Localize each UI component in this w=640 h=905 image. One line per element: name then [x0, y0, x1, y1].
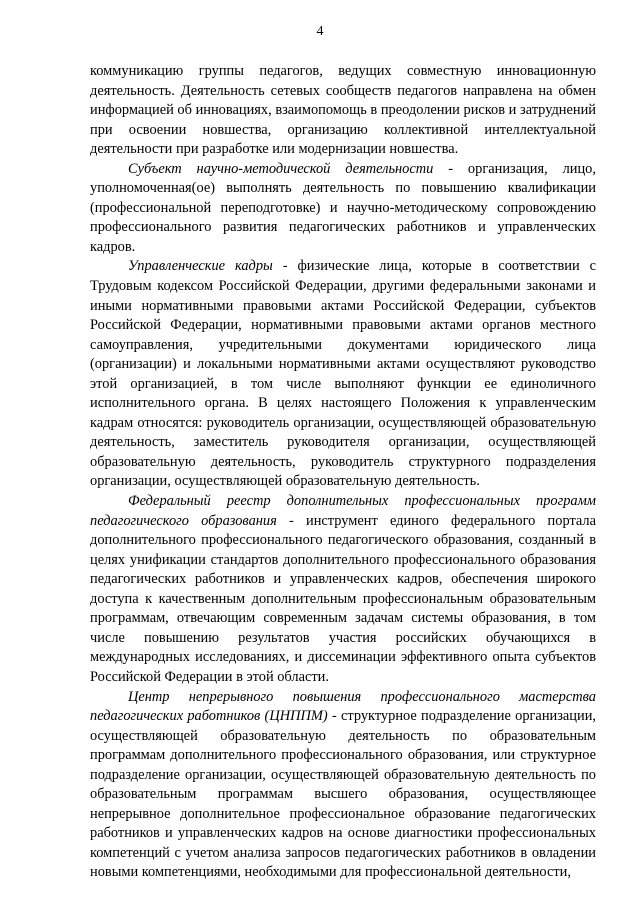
page-number: 4: [316, 24, 324, 39]
paragraph-text: - физические лица, которые в соответствии с Трудовым кодексом Российской Федерации, другими федеральными законами и иными нормативными правовыми актами Российской Федерации, субъектов Российской Федерации, нормативными правовыми актами органов местного самоуправления, учредительными документами юридического лица (организации) и локальными нормативными актами осуществляют руководство этой организацией, в том числе выполняют функции ее единоличного исполнительного органа. В целях настоящего Положения к управленческим кадрам относятся: руководитель организации, осуществляющей образовательную деятельность, заместитель руководителя организации, осуществляющей образовательную деятельность, руководитель структурного подразделения организации, осуществляющей образовательную деятельность.: [90, 258, 596, 490]
paragraph-scientific-methodical-subject: [90, 160, 596, 258]
paragraph-management-personnel: [90, 257, 596, 492]
paragraph-cnppm-center: [90, 688, 596, 883]
defined-term: Федеральный реестр дополнительных профессиональных программ педагогического образования: [90, 493, 596, 529]
paragraph-text: - организация, лицо, уполномоченная(ое) выполнять деятельность по повышению квалификации (профессиональной переподготовке) и научно-методическому сопровождению профессионального развития педагогических работников и управленческих кадров.: [90, 160, 596, 255]
defined-term: Управленческие кадры: [128, 258, 273, 275]
paragraph-text: - инструмент единого федерального портала дополнительного профессионального педагогического образования, созданный в целях унификации стандартов дополнительного профессионального образования педагогических работников и управленческих кадров, обеспечения широкого доступа к качественным дополнительным профессиональным образовательным программам, отвечающим современным задачам системы образования, в том числе повышению результатов участия российских обучающихся в международных исследованиях, и диссеминации эффективного опыта субъектов Российской Федерации в этой области.: [90, 512, 596, 685]
defined-term: Субъект научно-методической деятельности: [128, 160, 434, 177]
paragraph-text: коммуникацию группы педагогов, ведущих совместную инновационную деятельность. Деятельность сетевых сообществ педагогов направлена на обмен информацией об инновациях, взаимопомощь в преодолении рисков и затруднений при освоении новшества, организацию коллективной интеллектуальной деятельности при разработке или модернизации новшества.: [90, 63, 596, 158]
paragraph-network-communities: [90, 62, 596, 160]
paragraph-federal-registry: [90, 492, 596, 687]
defined-term: Центр непрерывного повышения профессионального мастерства педагогических работников (ЦНППМ): [90, 688, 596, 725]
page-body: [90, 62, 596, 883]
paragraph-text: - структурное подразделение организации, осуществляющей образовательную деятельность по образовательным программам дополнительного профессионального образования, или структурное подразделение организации, осуществляющей образовательную деятельность по образовательным программам высшего образования, осуществляющее непрерывное дополнительное профессиональное образование педагогических работников и управленческих кадров на основе диагностики профессиональных компетенций с учетом анализа запросов педагогических работников в овладении новыми компетенциями, необходимыми для профессиональной деятельности,: [90, 708, 596, 881]
